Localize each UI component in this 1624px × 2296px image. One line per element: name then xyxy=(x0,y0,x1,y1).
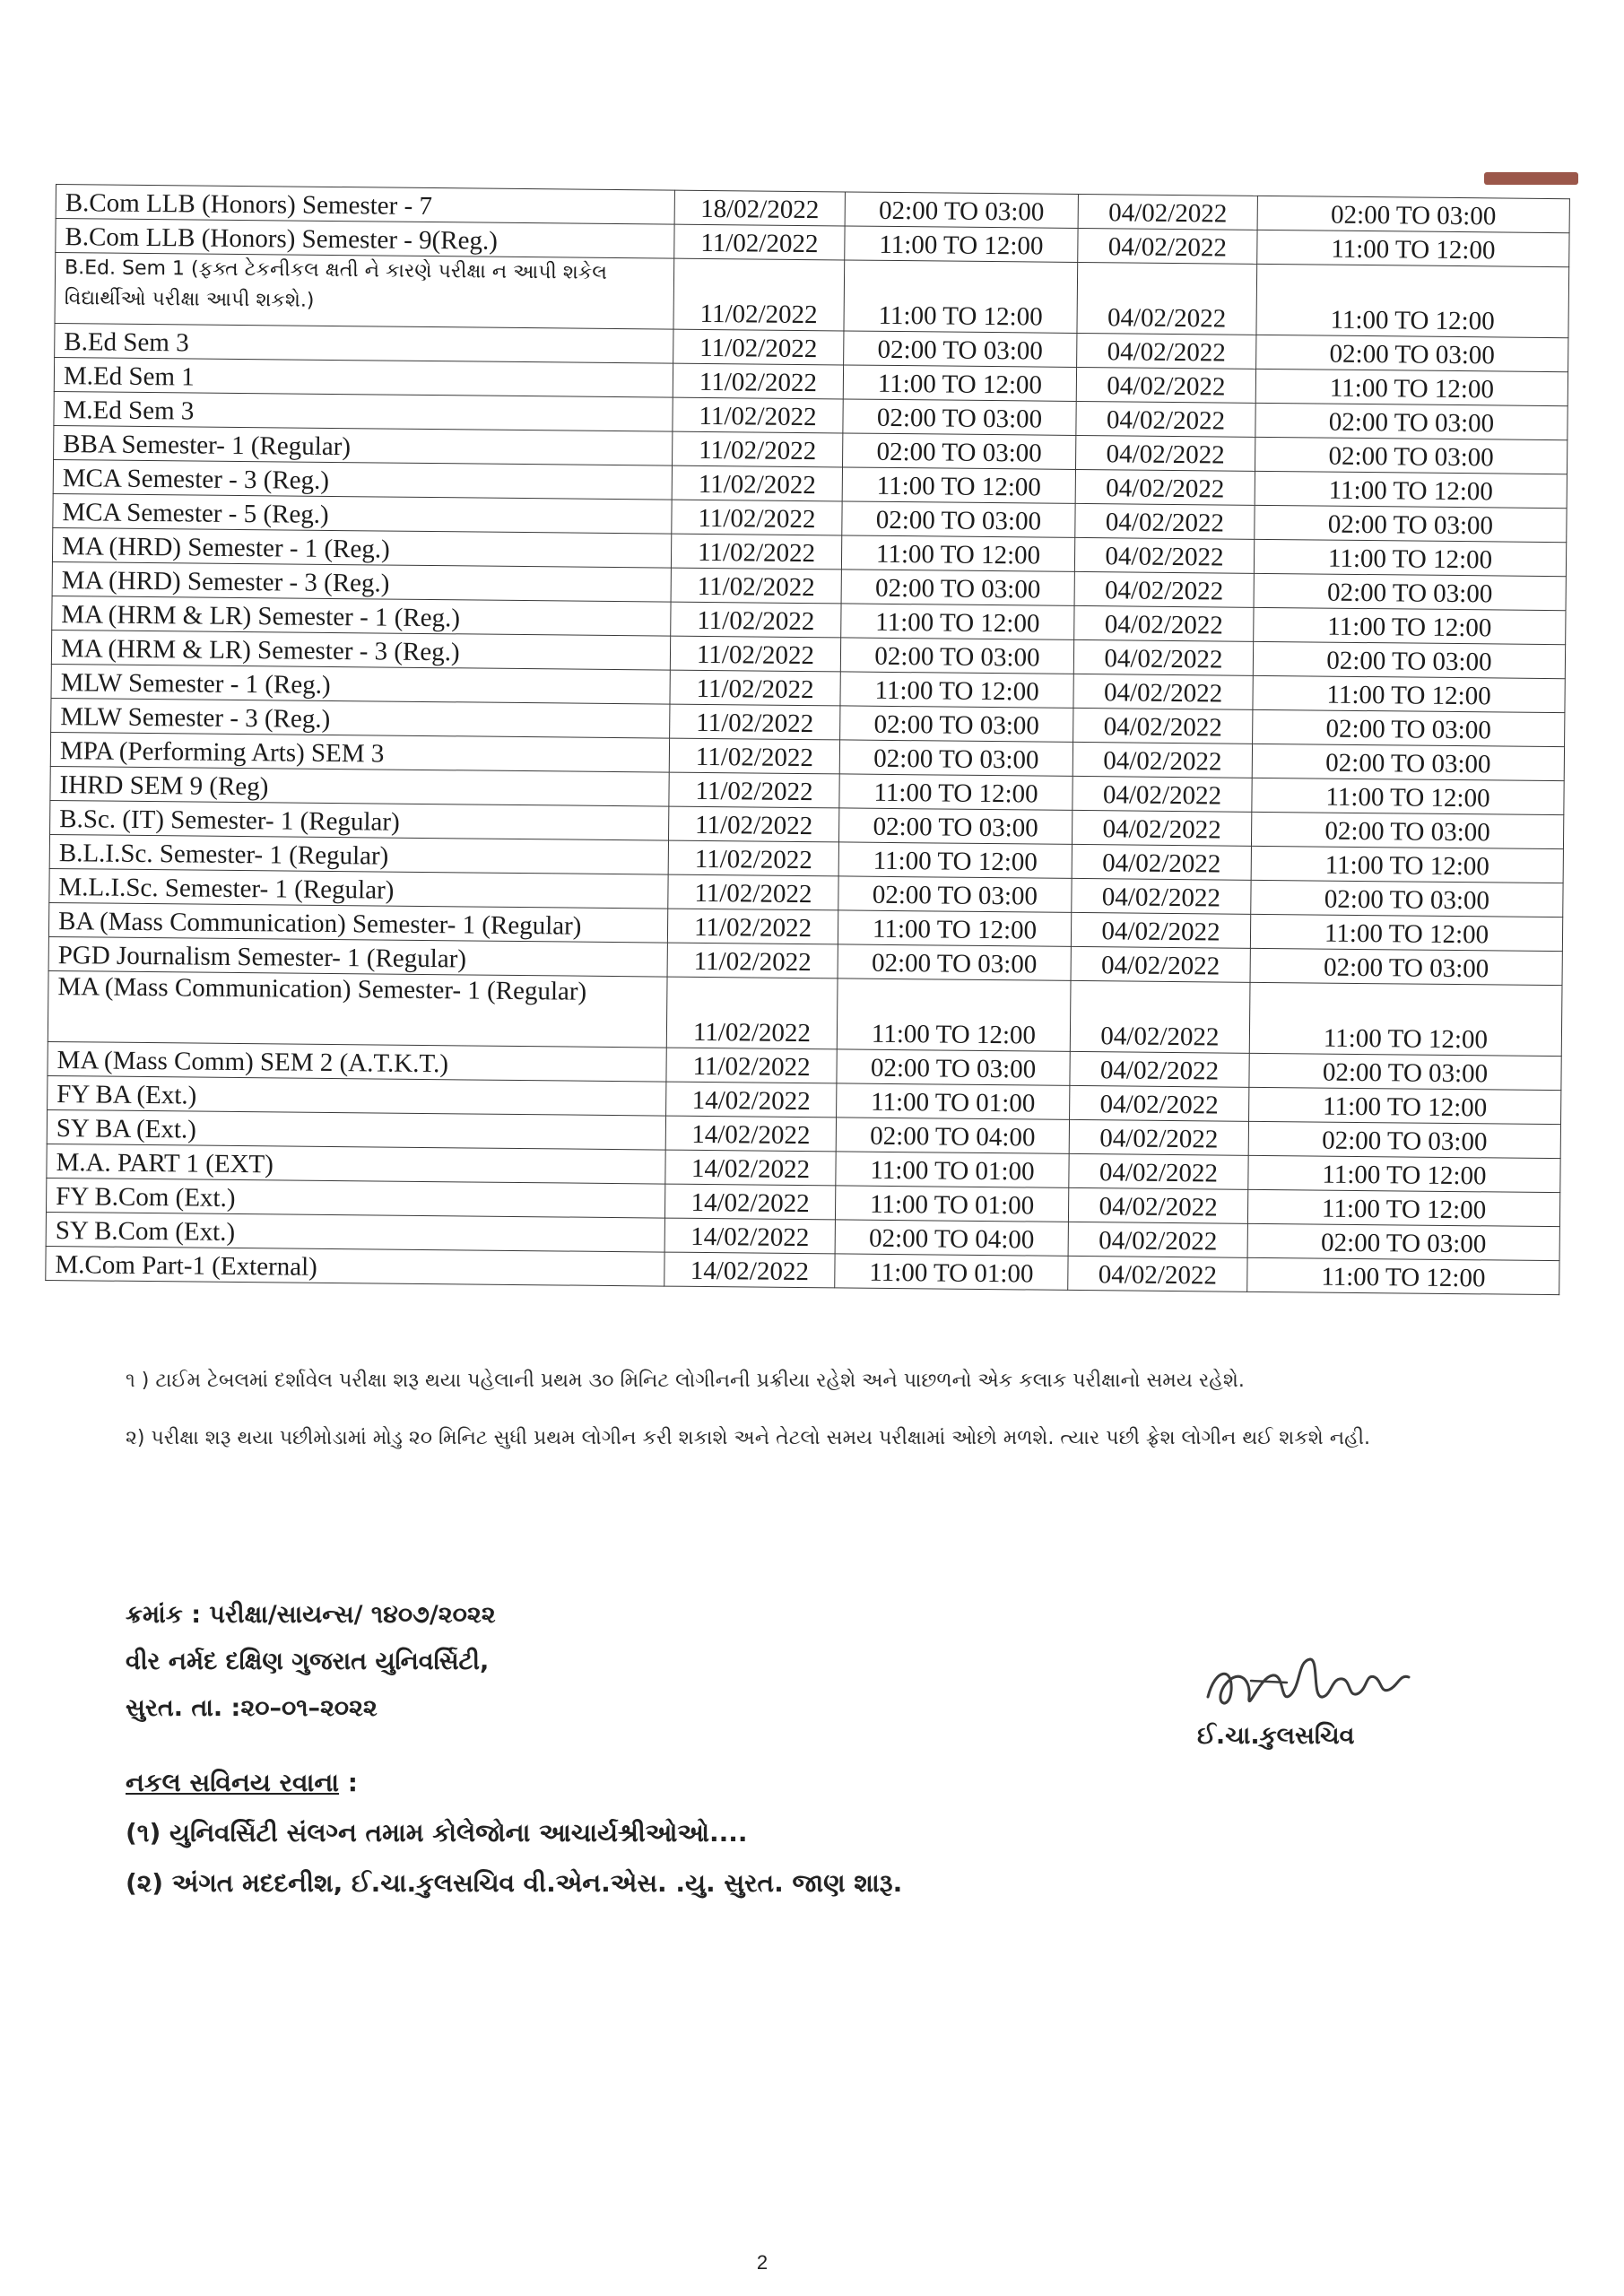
date-cell: 04/02/2022 xyxy=(1074,537,1254,573)
course-cell: B.Com LLB (Honors) Semester - 7 xyxy=(56,185,674,225)
course-cell: BBA Semester- 1 (Regular) xyxy=(54,425,673,465)
time-cell: 02:00 TO 03:00 xyxy=(1249,1053,1561,1090)
time-cell: 02:00 TO 03:00 xyxy=(838,876,1072,912)
time-cell: 11:00 TO 01:00 xyxy=(836,1152,1069,1187)
time-cell: 02:00 TO 03:00 xyxy=(1254,573,1566,610)
time-cell: 11:00 TO 12:00 xyxy=(1253,675,1565,712)
time-cell: 02:00 TO 03:00 xyxy=(1251,812,1563,848)
time-cell: 02:00 TO 03:00 xyxy=(1256,335,1568,371)
instruction-note-1: ૧ ) ટાઈમ ટેબલમાં દર્શાવેલ પરીક્ષા શરૂ થયા પહેલાની પ્રથમ ૩૦ મિનિટ લોગીનની પ્રક્રીયા રહેશે અને પાછળનો એક કલાક પરીક્ષાનો સમય રહેશે. xyxy=(126,1370,1245,1392)
time-cell: 11:00 TO 12:00 xyxy=(1250,914,1562,951)
date-cell: 04/02/2022 xyxy=(1075,503,1255,539)
handwritten-signature xyxy=(1197,1641,1430,1731)
course-cell: MCA Semester - 5 (Reg.) xyxy=(53,493,672,534)
time-cell: 11:00 TO 12:00 xyxy=(1257,230,1569,266)
date-cell: 04/02/2022 xyxy=(1073,776,1252,812)
date-cell: 11/02/2022 xyxy=(673,329,844,365)
date-cell: 14/02/2022 xyxy=(665,1150,836,1186)
time-cell: 11:00 TO 12:00 xyxy=(1249,1087,1561,1124)
time-cell: 02:00 TO 03:00 xyxy=(1251,880,1563,917)
time-cell: 02:00 TO 03:00 xyxy=(840,638,1073,674)
time-cell: 02:00 TO 03:00 xyxy=(1253,709,1565,746)
date-cell: 04/02/2022 xyxy=(1078,194,1257,230)
date-cell: 11/02/2022 xyxy=(673,363,843,399)
date-cell: 11/02/2022 xyxy=(671,534,841,570)
course-cell: M.L.I.Sc. Semester- 1 (Regular) xyxy=(49,868,668,909)
date-cell: 11/02/2022 xyxy=(670,636,840,672)
copy-to-item-1: (૧) યુનિવર્સિટી સંલગ્ન તમામ કોલેજોના આચાર્યશ્રીઓઓ.... xyxy=(126,1818,748,1848)
course-cell: M.Ed Sem 1 xyxy=(54,357,673,397)
time-cell: 02:00 TO 03:00 xyxy=(840,706,1073,742)
date-cell: 11/02/2022 xyxy=(673,258,845,331)
course-cell: SY BA (Ext.) xyxy=(47,1109,665,1150)
time-cell: 11:00 TO 12:00 xyxy=(1252,778,1564,814)
reference-number: ક્રમાંક : પરીક્ષા/સાયન્સ/ ૧૪૦૭/૨૦૨૨ xyxy=(126,1601,496,1629)
date-cell: 11/02/2022 xyxy=(674,224,845,260)
course-cell: MA (HRD) Semester - 3 (Reg.) xyxy=(52,561,671,602)
time-cell: 02:00 TO 03:00 xyxy=(842,501,1075,537)
course-cell: MA (HRM & LR) Semester - 1 (Reg.) xyxy=(52,596,671,636)
date-cell: 11/02/2022 xyxy=(670,704,840,740)
course-cell: SY B.Com (Ext.) xyxy=(46,1212,664,1252)
time-cell: 11:00 TO 12:00 xyxy=(1256,264,1569,337)
time-cell: 02:00 TO 03:00 xyxy=(839,740,1073,776)
time-cell: 11:00 TO 12:00 xyxy=(842,467,1075,503)
copy-to-block xyxy=(126,1758,1202,1909)
date-cell: 04/02/2022 xyxy=(1077,333,1256,369)
course-cell: MA (Mass Comm) SEM 2 (A.T.K.T.) xyxy=(48,1041,666,1082)
exam-timetable xyxy=(45,184,1570,1295)
date-cell: 04/02/2022 xyxy=(1076,367,1255,403)
course-cell: MA (Mass Communication) Semester- 1 (Regular) xyxy=(48,970,667,1048)
time-cell: 11:00 TO 01:00 xyxy=(835,1186,1068,1222)
time-cell: 11:00 TO 12:00 xyxy=(839,774,1073,810)
date-cell: 11/02/2022 xyxy=(666,1048,837,1083)
time-cell: 02:00 TO 04:00 xyxy=(835,1220,1068,1256)
time-cell: 02:00 TO 03:00 xyxy=(845,192,1078,228)
time-cell: 02:00 TO 03:00 xyxy=(1250,948,1562,985)
date-cell: 04/02/2022 xyxy=(1070,1085,1249,1121)
time-cell: 11:00 TO 12:00 xyxy=(1255,369,1568,405)
time-cell: 02:00 TO 03:00 xyxy=(1255,437,1567,474)
course-cell: BA (Mass Communication) Semester- 1 (Regular) xyxy=(48,902,667,943)
date-cell: 04/02/2022 xyxy=(1068,1222,1247,1257)
date-cell: 04/02/2022 xyxy=(1077,262,1257,335)
course-cell: MPA (Performing Arts) SEM 3 xyxy=(50,732,669,772)
date-cell: 11/02/2022 xyxy=(668,840,838,876)
page-number: 2 xyxy=(756,2251,769,2274)
course-cell: B.Ed. Sem 1 (ફક્ત ટેકનીકલ ક્ષતી ને કારણે પરીક્ષા ન આપી શકેલ વિદ્યાર્થીઓ પરીક્ષા આપી શકશે.) xyxy=(55,253,674,330)
course-cell: IHRD SEM 9 (Reg) xyxy=(50,766,669,806)
corner-mark xyxy=(1484,172,1578,185)
copy-to-item-2: (૨) અંગત મદદનીશ, ઈ.ચા.કુલસચિવ વી.એન.એસ. .યુ. સુરત. જાણ શારૂ. xyxy=(126,1868,903,1898)
reference-block xyxy=(126,1592,933,1732)
date-cell: 04/02/2022 xyxy=(1072,844,1251,880)
date-cell: 14/02/2022 xyxy=(664,1252,835,1288)
date-cell: 04/02/2022 xyxy=(1076,401,1255,437)
instructions xyxy=(126,1363,1551,1478)
date-cell: 11/02/2022 xyxy=(669,772,839,808)
time-cell: 11:00 TO 12:00 xyxy=(844,260,1078,333)
date-cell: 04/02/2022 xyxy=(1073,742,1252,778)
copy-to-heading: નકલ સવિનય રવાના xyxy=(126,1768,340,1797)
time-cell: 11:00 TO 12:00 xyxy=(1247,1189,1559,1226)
date-cell: 14/02/2022 xyxy=(664,1184,835,1220)
course-cell: MLW Semester - 3 (Reg.) xyxy=(51,698,670,738)
time-cell: 11:00 TO 12:00 xyxy=(1255,471,1567,508)
time-cell: 02:00 TO 03:00 xyxy=(838,808,1072,844)
course-cell: MLW Semester - 1 (Reg.) xyxy=(51,664,670,704)
signatory-title: ઈ.ચા.કુલસચિવ xyxy=(1197,1722,1355,1750)
date-cell: 14/02/2022 xyxy=(665,1116,836,1152)
instruction-note-2: ૨) પરીક્ષા શરૂ થયા પછીમોડામાં મોડુ ૨૦ મિનિટ સુધી પ્રથમ લોગીન કરી શકાશે અને તેટલો સમય પરીક્ષામાં ઓછો મળશે. ત્યાર પછી ફ્રેશ લોગીન થઈ શકશે નહી. xyxy=(126,1427,1371,1449)
time-cell: 02:00 TO 03:00 xyxy=(1253,641,1565,678)
time-cell: 02:00 TO 03:00 xyxy=(1247,1223,1559,1260)
time-cell: 11:00 TO 12:00 xyxy=(1249,982,1562,1056)
time-cell: 11:00 TO 12:00 xyxy=(1254,607,1566,644)
time-cell: 02:00 TO 03:00 xyxy=(843,433,1076,469)
course-cell: FY BA (Ext.) xyxy=(48,1075,666,1116)
date-cell: 04/02/2022 xyxy=(1074,605,1254,641)
date-cell: 11/02/2022 xyxy=(666,977,838,1049)
date-cell: 14/02/2022 xyxy=(666,1082,837,1118)
date-cell: 11/02/2022 xyxy=(673,397,843,433)
course-cell: B.Ed Sem 3 xyxy=(55,323,673,363)
time-cell: 11:00 TO 12:00 xyxy=(1248,1155,1560,1192)
date-cell: 14/02/2022 xyxy=(664,1218,835,1254)
course-cell: M.Com Part-1 (External) xyxy=(46,1246,664,1286)
timetable-sheet xyxy=(45,184,1569,1295)
time-cell: 02:00 TO 03:00 xyxy=(838,944,1071,980)
time-cell: 11:00 TO 12:00 xyxy=(838,910,1071,946)
date-cell: 11/02/2022 xyxy=(672,500,842,535)
time-cell: 11:00 TO 12:00 xyxy=(837,978,1071,1051)
time-cell: 02:00 TO 03:00 xyxy=(843,399,1076,435)
date-cell: 11/02/2022 xyxy=(668,874,838,910)
issue-date: સુરત. તા. :૨૦–૦૧–૨૦૨૨ xyxy=(126,1694,378,1722)
course-cell: M.Ed Sem 3 xyxy=(54,391,673,431)
course-cell: FY B.Com (Ext.) xyxy=(46,1178,664,1218)
time-cell: 02:00 TO 03:00 xyxy=(1248,1121,1560,1158)
date-cell: 11/02/2022 xyxy=(671,568,841,604)
date-cell: 04/02/2022 xyxy=(1068,1256,1247,1292)
date-cell: 04/02/2022 xyxy=(1075,435,1255,471)
date-cell: 11/02/2022 xyxy=(667,943,838,978)
date-cell: 04/02/2022 xyxy=(1069,1153,1248,1189)
date-cell: 04/02/2022 xyxy=(1074,571,1254,607)
time-cell: 02:00 TO 04:00 xyxy=(836,1118,1069,1153)
date-cell: 04/02/2022 xyxy=(1072,810,1251,846)
date-cell: 11/02/2022 xyxy=(669,806,839,842)
date-cell: 04/02/2022 xyxy=(1073,674,1253,709)
time-cell: 11:00 TO 12:00 xyxy=(841,604,1074,639)
time-cell: 02:00 TO 03:00 xyxy=(841,570,1074,605)
time-cell: 11:00 TO 12:00 xyxy=(1254,539,1566,576)
course-cell: B.Sc. (IT) Semester- 1 (Regular) xyxy=(50,800,669,840)
time-cell: 11:00 TO 01:00 xyxy=(835,1254,1068,1290)
time-cell: 11:00 TO 12:00 xyxy=(1247,1257,1559,1294)
date-cell: 04/02/2022 xyxy=(1071,946,1250,982)
date-cell: 04/02/2022 xyxy=(1070,1051,1249,1087)
date-cell: 11/02/2022 xyxy=(670,670,840,706)
course-cell: MA (HRD) Semester - 1 (Reg.) xyxy=(52,527,671,568)
date-cell: 04/02/2022 xyxy=(1068,1187,1247,1223)
date-cell: 11/02/2022 xyxy=(669,738,839,774)
course-cell: M.A. PART 1 (EXT) xyxy=(47,1144,665,1184)
course-cell: MCA Semester - 3 (Reg.) xyxy=(53,459,672,500)
date-cell: 04/02/2022 xyxy=(1073,639,1253,675)
time-cell: 11:00 TO 12:00 xyxy=(838,842,1072,878)
date-cell: 11/02/2022 xyxy=(672,465,842,501)
time-cell: 02:00 TO 03:00 xyxy=(837,1049,1070,1085)
time-cell: 02:00 TO 03:00 xyxy=(1255,403,1568,439)
course-cell: PGD Journalism Semester- 1 (Regular) xyxy=(48,936,667,977)
course-cell: B.L.I.Sc. Semester- 1 (Regular) xyxy=(49,834,668,874)
time-cell: 02:00 TO 03:00 xyxy=(844,331,1077,367)
date-cell: 11/02/2022 xyxy=(671,602,841,638)
date-cell: 04/02/2022 xyxy=(1071,912,1250,948)
copy-to-colon: : xyxy=(347,1768,358,1797)
date-cell: 11/02/2022 xyxy=(667,909,838,944)
time-cell: 11:00 TO 12:00 xyxy=(840,672,1073,708)
date-cell: 11/02/2022 xyxy=(673,431,843,467)
time-cell: 02:00 TO 03:00 xyxy=(1255,505,1567,542)
time-cell: 11:00 TO 01:00 xyxy=(837,1083,1070,1119)
time-cell: 02:00 TO 03:00 xyxy=(1257,196,1569,232)
date-cell: 04/02/2022 xyxy=(1075,469,1255,505)
date-cell: 04/02/2022 xyxy=(1073,708,1253,744)
date-cell: 04/02/2022 xyxy=(1078,228,1257,264)
copy-to-heading-row xyxy=(126,1758,1202,1808)
course-cell: MA (HRM & LR) Semester - 3 (Reg.) xyxy=(51,630,670,670)
date-cell: 04/02/2022 xyxy=(1070,980,1250,1053)
time-cell: 11:00 TO 12:00 xyxy=(845,226,1078,262)
date-cell: 18/02/2022 xyxy=(674,190,845,226)
time-cell: 11:00 TO 12:00 xyxy=(841,535,1074,571)
time-cell: 11:00 TO 12:00 xyxy=(1251,846,1563,883)
time-cell: 02:00 TO 03:00 xyxy=(1252,744,1564,780)
university-name: વીર નર્મદ દક્ષિણ ગુજરાત યુનિવર્સિટી, xyxy=(126,1648,490,1675)
time-cell: 11:00 TO 12:00 xyxy=(843,365,1076,401)
date-cell: 04/02/2022 xyxy=(1072,878,1251,914)
course-cell: B.Com LLB (Honors) Semester - 9(Reg.) xyxy=(56,219,674,259)
date-cell: 04/02/2022 xyxy=(1069,1119,1248,1155)
